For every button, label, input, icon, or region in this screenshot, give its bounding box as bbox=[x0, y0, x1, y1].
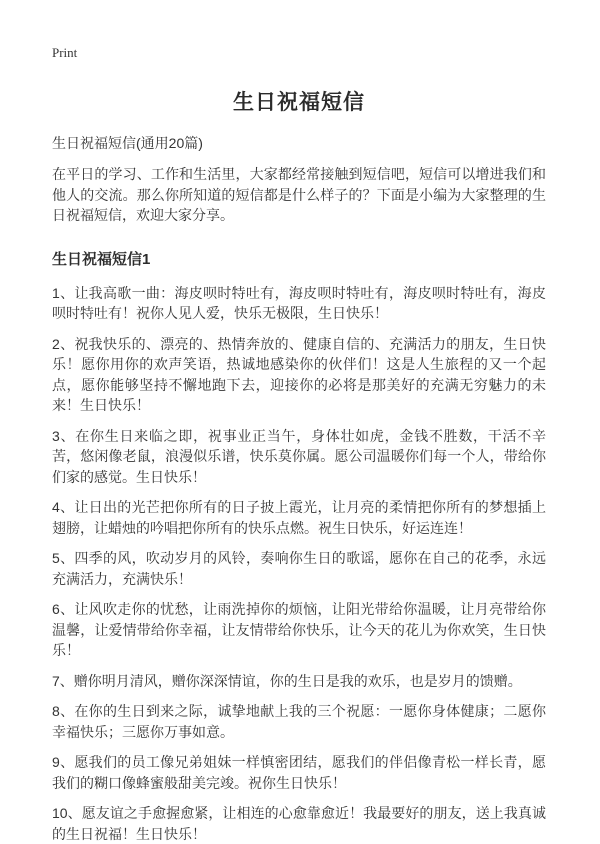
subtitle: 生日祝福短信(通用20篇) bbox=[52, 133, 546, 153]
message-item-2: 2、祝我快乐的、漂亮的、热情奔放的、健康自信的、充满活力的朋友，生日快乐！愿你用你的欢声笑语，热诚地感染你的伙伴们！这是人生旅程的又一个起点，愿你能够坚持不懈地跑下去，迎接你的必将是那美好的充满无穷魅力的未来！生日快乐！ bbox=[52, 334, 546, 416]
section-heading: 生日祝福短信1 bbox=[52, 248, 546, 269]
message-item-1: 1、让我高歌一曲：海皮呗时特吐有，海皮呗时特吐有，海皮呗时特吐有，海皮呗时特吐有！祝你人见人爱，快乐无极限，生日快乐！ bbox=[52, 283, 546, 324]
page-title: 生日祝福短信 bbox=[52, 86, 546, 116]
message-item-8: 8、在你的生日到来之际，诚挚地献上我的三个祝愿：一愿你身体健康；二愿你幸福快乐；三愿你万事如意。 bbox=[52, 701, 546, 742]
message-item-9: 9、愿我们的员工像兄弟姐妹一样慎密团结，愿我们的伴侣像青松一样长青，愿我们的糊口像蜂蜜般甜美完竣。祝你生日快乐！ bbox=[52, 752, 546, 793]
message-item-10: 10、愿友谊之手愈握愈紧，让相连的心愈靠愈近！我最要好的朋友，送上我真诚的生日祝福！生日快乐！ bbox=[52, 803, 546, 844]
message-item-5: 5、四季的风，吹动岁月的风铃，奏响你生日的歌谣，愿你在自己的花季，永远充满活力，充满快乐！ bbox=[52, 548, 546, 589]
intro-paragraph: 在平日的学习、工作和生活里，大家都经常接触到短信吧，短信可以增进我们和他人的交流。那么你所知道的短信都是什么样子的？下面是小编为大家整理的生日祝福短信，欢迎大家分享。 bbox=[52, 164, 546, 226]
message-item-4: 4、让日出的光芒把你所有的日子披上霞光，让月亮的柔情把你所有的梦想插上翅膀，让蜡烛的吟唱把你所有的快乐点燃。祝生日快乐，好运连连！ bbox=[52, 497, 546, 538]
print-link[interactable]: Print bbox=[52, 45, 77, 61]
messages-list bbox=[52, 283, 546, 844]
message-item-3: 3、在你生日来临之即，祝事业正当午，身体壮如虎，金钱不胜数，干活不辛苦，悠闲像老鼠，浪漫似乐谱，快乐莫你属。愿公司温暖你们每一个人，带给你们家的感觉。生日快乐！ bbox=[52, 426, 546, 488]
message-item-6: 6、让风吹走你的忧愁，让雨洗掉你的烦恼，让阳光带给你温暖，让月亮带给你温馨，让爱情带给你幸福，让友情带给你快乐，让今天的花儿为你欢笑，生日快乐！ bbox=[52, 599, 546, 661]
message-item-7: 7、赠你明月清风，赠你深深情谊，你的生日是我的欢乐，也是岁月的馈赠。 bbox=[52, 671, 546, 692]
